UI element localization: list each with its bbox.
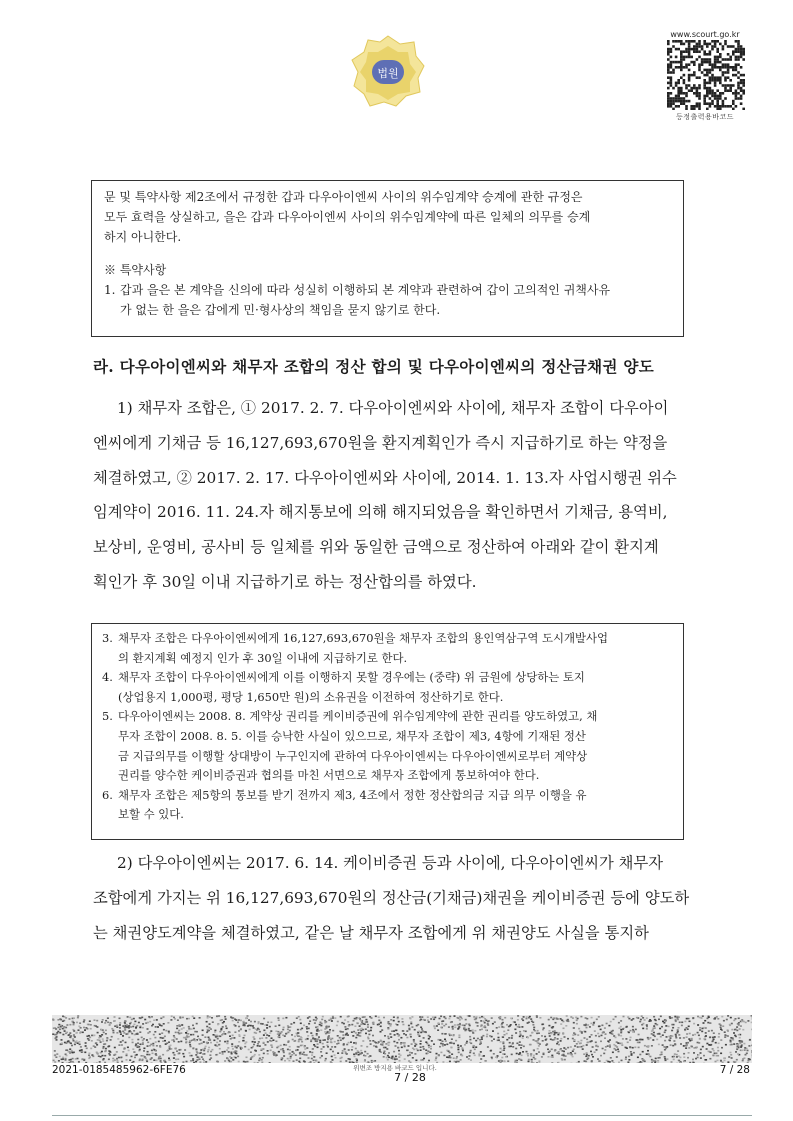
- box-line: 문 및 특약사항 제2조에서 규정한 갑과 다우아이엔씨 사이의 위수임계약 승계에 관한 규정은: [104, 190, 583, 204]
- settlement-item: [102, 668, 669, 707]
- item-line: 채무자 조합은 제5항의 통보를 받기 전까지 제3, 4조에서 정한 정산합의금 지급 의무 이행을 유: [118, 787, 587, 802]
- item-number: 4.: [102, 670, 113, 685]
- barcode-note: 위변조 방지용 바코드 입니다.: [353, 1064, 437, 1072]
- bottom-rule: [52, 1115, 752, 1116]
- settlement-terms-box: [91, 623, 684, 840]
- item-line: (상업용지 1,000평, 평당 1,650만 원)의 소유권을 이전하여 정산하기로 한다.: [118, 689, 504, 704]
- item-number: 3.: [102, 631, 113, 645]
- section-heading: 라. 다우아이엔씨와 채무자 조합의 정산 합의 및 다우아이엔씨의 정산금채권 양도: [93, 357, 654, 376]
- para-line: 체결하였고, ② 2017. 2. 17. 다우아이엔씨와 사이에, 2014. 1. 13.자 사업시행권 위수: [93, 468, 677, 487]
- item-line: 무자 조합이 2008. 8. 5. 이를 승낙한 사실이 있으므로, 채무자 조합이 제3, 4항에 기재된 정산: [118, 728, 586, 743]
- court-emblem-icon: [350, 34, 426, 110]
- para-line: 엔씨에게 기채금 등 16,127,693,670원을 환지계획인가 즉시 지급하기로 하는 약정을: [93, 433, 668, 452]
- qr-url: www.scourt.go.kr: [670, 30, 740, 39]
- para-line: 1) 채무자 조합은, ① 2017. 2. 7. 다우아이엔씨와 사이에, 채무자 조합이 다우아이: [117, 399, 669, 417]
- item-line: 가 없는 한 을은 갑에게 민·형사상의 책임을 묻지 않기로 한다.: [120, 303, 441, 317]
- item-number: 5.: [102, 709, 113, 724]
- item-line: 채무자 조합이 다우아이엔씨에게 이를 이행하지 못할 경우에는 (중략) 위 금원에 상당하는 토지: [118, 670, 585, 685]
- anti-forgery-barcode-strip: [52, 1015, 752, 1063]
- special-term-item: [104, 280, 671, 320]
- para-line: 임계약이 2016. 11. 24.자 해지통보에 의해 해지되었음을 확인하면서 기채금, 용역비,: [93, 503, 668, 522]
- special-terms-title: ※ 특약사항: [104, 263, 167, 277]
- contract-excerpt-box: [91, 180, 684, 337]
- para-line: 2) 다우아이엔씨는 2017. 6. 14. 케이비증권 등과 사이에, 다우아이엔씨가 채무자: [117, 854, 664, 872]
- para-line: 획인가 후 30일 이내 지급하기로 하는 정산합의를 하였다.: [93, 572, 477, 591]
- qr-caption: 등정출력용바코드: [675, 113, 735, 121]
- item-number: 6.: [102, 787, 113, 802]
- settlement-item: [102, 786, 669, 825]
- box-line: 모두 효력을 상실하고, 을은 갑과 다우아이엔씨 사이의 위수임계약에 따른 일체의 의무를 승계: [104, 210, 591, 224]
- item-number: 1.: [104, 283, 116, 297]
- item-line: 채무자 조합은 다우아이엔씨에게 16,127,693,670원을 채무자 조합의 용인역삼구역 도시개발사업: [118, 631, 609, 645]
- page-number-center: 7 / 28: [394, 1071, 426, 1084]
- para-line: 조합에게 가지는 위 16,127,693,670원의 정산금(기채금)채권을 케이비증권 등에 양도하: [93, 888, 690, 907]
- item-line: 금 지급의무를 이행할 상대방이 누구인지에 관하여 다우아이엔씨는 다우아이엔씨로부터 계약상: [118, 748, 588, 763]
- para-line: 보상비, 운영비, 공사비 등 일체를 위와 동일한 금액으로 정산하여 아래와 같이 환지계: [93, 538, 659, 557]
- item-line: 갑과 을은 본 계약을 신의에 따라 성실히 이행하되 본 계약과 관련하여 갑이 고의적인 귀책사유: [120, 283, 611, 297]
- item-line: 보할 수 있다.: [118, 807, 184, 822]
- document-id: 2021-0185485962-6FE76: [52, 1064, 186, 1076]
- paragraph-1: [93, 391, 703, 600]
- settlement-item: [102, 707, 669, 785]
- svg-text:법원: 법원: [377, 67, 399, 80]
- paragraph-2: [93, 846, 703, 950]
- box-line: 하지 아니한다.: [104, 230, 182, 244]
- item-line: 권리를 양수한 케이비증권과 협의를 마친 서면으로 채무자 조합에게 통보하여야 한다.: [118, 768, 540, 783]
- para-line: 는 채권양도계약을 체결하였고, 같은 날 채무자 조합에게 위 채권양도 사실을 통지하: [93, 923, 649, 942]
- qr-code-icon: [667, 40, 745, 110]
- item-line: 다우아이엔씨는 2008. 8. 계약상 권리를 케이비증권에 위수임계약에 관한 권리를 양도하였고, 채: [118, 709, 598, 724]
- settlement-item: [102, 629, 669, 668]
- page-number: 7 / 28: [719, 1064, 750, 1076]
- item-line: 의 환지계획 예정지 인가 후 30일 이내에 지급하기로 한다.: [118, 650, 408, 665]
